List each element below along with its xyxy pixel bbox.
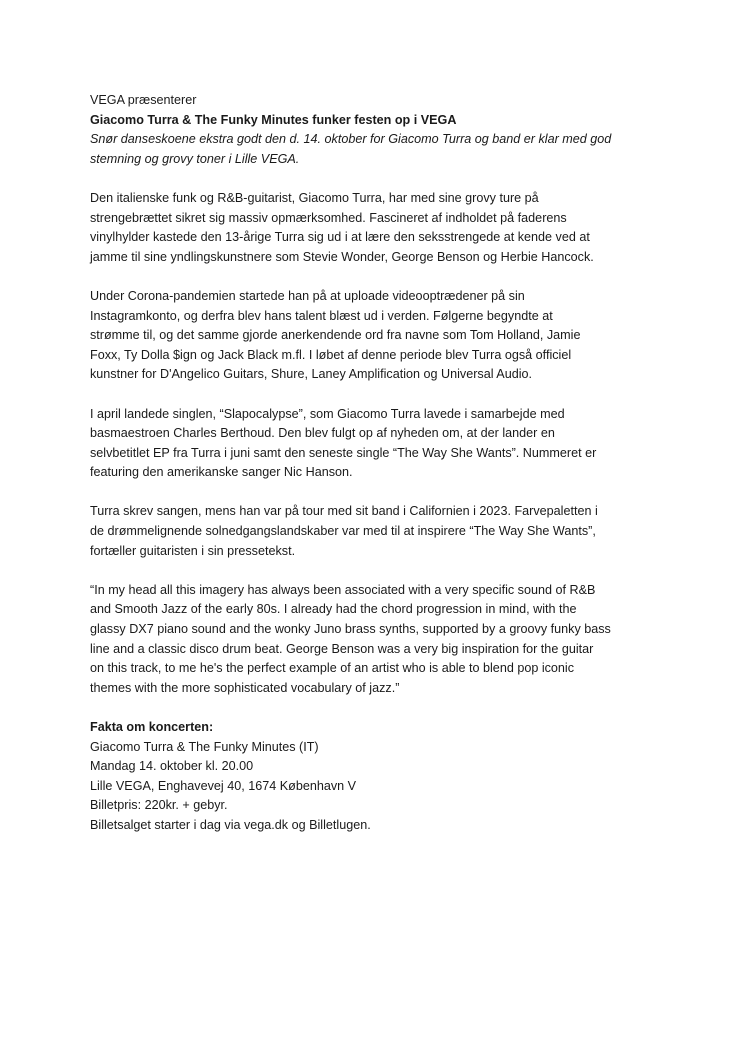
paragraph-line: Den italienske funk og R&B-guitarist, Giacomo Turra, har med sine grovy ture på [90,190,539,205]
quote-line: line and a classic disco drum beat. George Benson was a very big inspiration for the guitar [90,641,594,656]
facts-section [90,718,670,836]
paragraph-single [90,405,670,483]
paragraph-line: strengebrættet sikret sig massiv opmærksomhed. Fascineret af indholdet på faderens [90,210,567,225]
paragraph-intro [90,189,670,267]
facts-line: Lille VEGA, Enghavevej 40, 1674 København V [90,778,357,793]
paragraph-line: strømme til, og det samme gjorde anerkendende ord fra navne som Tom Holland, Jamie [90,328,581,343]
facts-heading: Fakta om koncerten: [90,720,214,734]
facts-line: Mandag 14. oktober kl. 20.00 [90,759,254,774]
lead-line: stemning og grovy toner i Lille VEGA. [90,151,300,166]
paragraph-line: Foxx, Ty Dolla $ign og Jack Black m.fl. I løbet af denne periode blev Turra også officiel [90,347,572,362]
paragraph-line: Under Corona-pandemien startede han på at uploade videooptrædener på sin [90,288,525,303]
presenter-line: VEGA præsenterer [90,93,197,107]
paragraph-line: Instagramkonto, og derfra blev hans talent blæst ud i verden. Følgerne begyndte at [90,308,553,323]
paragraph-line: fortæller guitaristen i sin pressetekst. [90,543,296,558]
facts-line: Billetsalget starter i dag via vega.dk og Billetlugen. [90,817,371,832]
paragraph-line: selvbetitlet EP fra Turra i juni samt den seneste single “The Way She Wants”. Nummeret er [90,445,597,460]
paragraph-tour [90,502,670,561]
quote-line: glassy DX7 piano sound and the wonky Juno brass synths, supported by a groovy funky bass [90,622,611,637]
quote-line: “In my head all this imagery has always been associated with a very specific sound of R&B [90,582,596,597]
paragraph-line: featuring den amerikanske sanger Nic Hanson. [90,465,353,480]
quote-line: themes with the more sophisticated vocabulary of jazz.” [90,680,400,695]
press-release-document [90,91,670,836]
paragraph-line: basmaestroen Charles Berthoud. Den blev fulgt op af nyheden om, at der lander en [90,426,555,441]
paragraph-line: de drømmelignende solnedgangslandskaber var med til at inspirere “The Way She Wants”, [90,524,596,539]
headline: Giacomo Turra & The Funky Minutes funker festen op i VEGA [90,112,457,127]
paragraph-line: kunstner for D'Angelico Guitars, Shure, Laney Amplification og Universal Audio. [90,367,533,382]
facts-line: Giacomo Turra & The Funky Minutes (IT) [90,739,319,754]
paragraph-line: Turra skrev sangen, mens han var på tour med sit band i Californien i 2023. Farvepaletten i [90,504,598,519]
paragraph-line: I april landede singlen, “Slapocalypse”, som Giacomo Turra lavede i samarbejde med [90,406,565,421]
paragraph-quote [90,581,670,699]
paragraph-line: vinylhylder kastede den 13-årige Turra sig ud i at lære den seksstrengede at kende ved at [90,230,590,245]
paragraph-corona [90,287,670,385]
quote-line: on this track, to me he's the perfect example of an artist who is able to blend pop iconic [90,661,575,676]
paragraph-line: jamme til sine yndlingskunstnere som Stevie Wonder, George Benson og Herbie Hancock. [90,249,594,264]
quote-line: and Smooth Jazz of the early 80s. I already had the chord progression in mind, with the [90,602,577,617]
facts-line: Billetpris: 220kr. + gebyr. [90,798,228,813]
lead-line: Snør danseskoene ekstra godt den d. 14. oktober for Giacomo Turra og band er klar med god [90,132,612,147]
